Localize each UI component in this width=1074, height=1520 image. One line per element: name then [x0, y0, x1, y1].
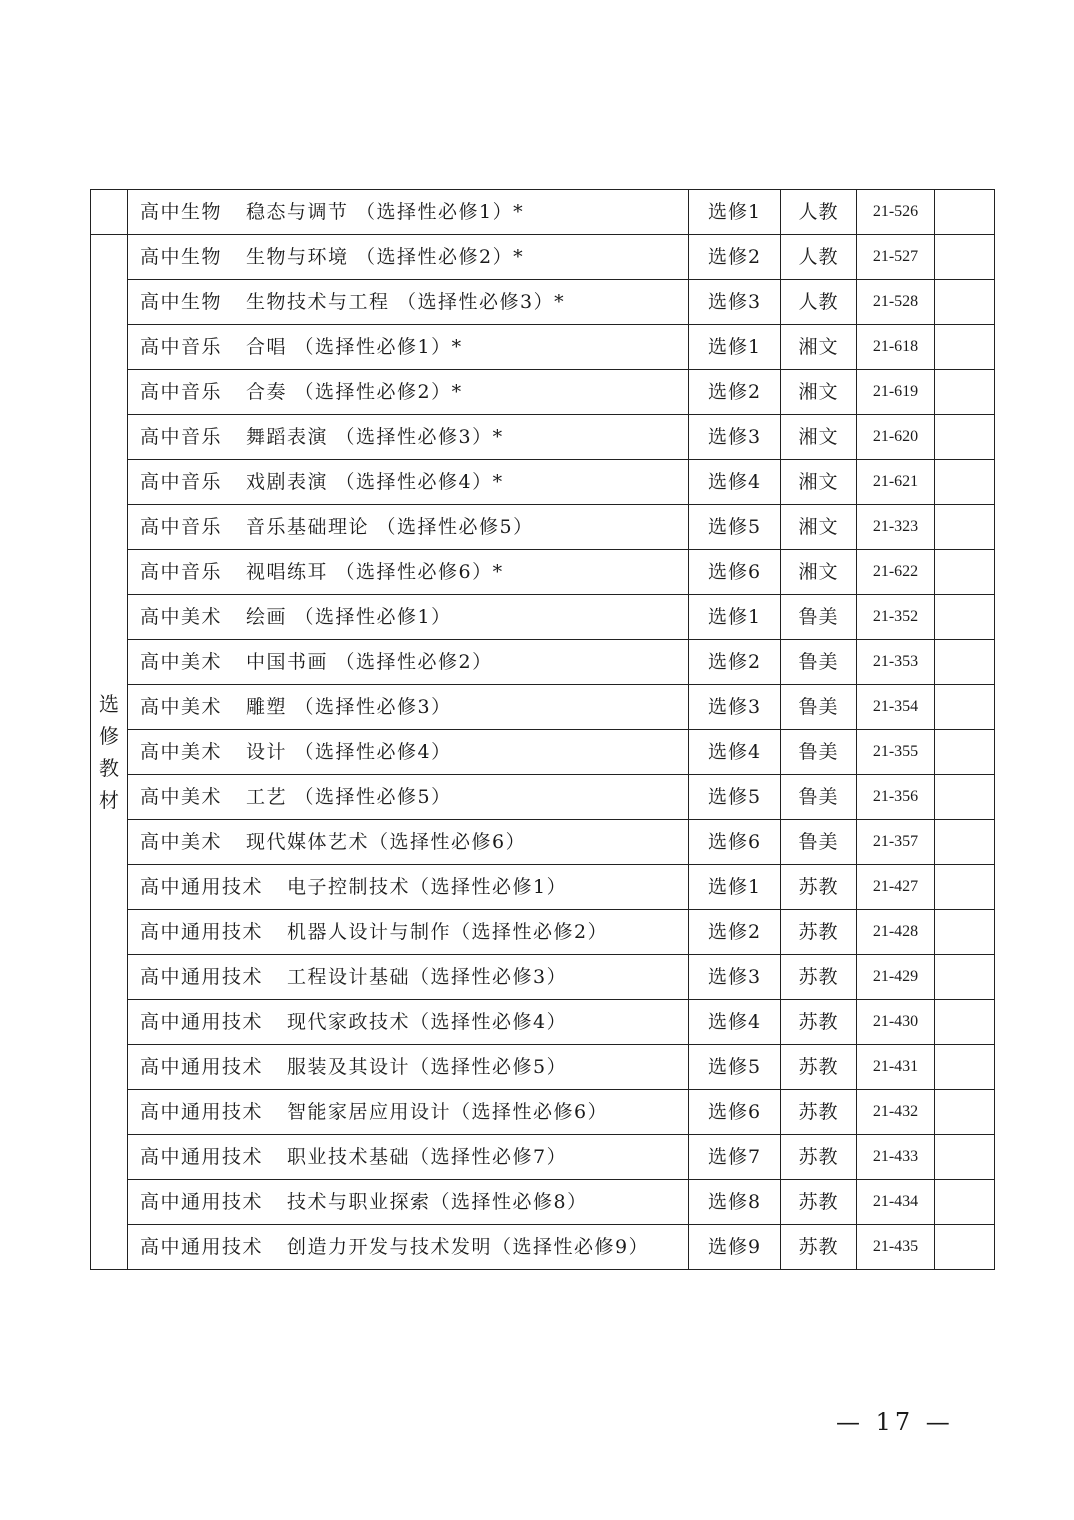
- textbook-title-cell: [128, 685, 689, 730]
- note-cell: [935, 370, 995, 415]
- subject-name: 高中生物: [140, 245, 223, 268]
- table-row: [91, 1225, 995, 1270]
- table-row: [91, 370, 995, 415]
- textbook-title-cell: [128, 595, 689, 640]
- publisher-cell: 湘文: [781, 370, 857, 415]
- textbook-title: 合奏 （选择性必修2）*: [246, 380, 463, 403]
- publisher-cell: 苏教: [781, 910, 857, 955]
- note-cell: [935, 1225, 995, 1270]
- note-cell: [935, 595, 995, 640]
- textbook-table: [90, 189, 995, 1270]
- subject-name: 高中美术: [140, 830, 223, 853]
- textbook-title-cell: [128, 415, 689, 460]
- textbook-title-cell: [128, 460, 689, 505]
- code-cell: 21-527: [857, 235, 935, 280]
- textbook-title: 舞蹈表演 （选择性必修3）*: [246, 425, 504, 448]
- textbook-title: 戏剧表演 （选择性必修4）*: [246, 470, 504, 493]
- code-cell: 21-434: [857, 1180, 935, 1225]
- publisher-cell: 湘文: [781, 415, 857, 460]
- code-cell: 21-622: [857, 550, 935, 595]
- note-cell: [935, 1090, 995, 1135]
- subject-name: 高中音乐: [140, 335, 223, 358]
- term-cell: 选修5: [689, 505, 781, 550]
- textbook-title: 稳态与调节 （选择性必修1）*: [246, 200, 525, 223]
- textbook-title: 现代家政技术（选择性必修4）: [287, 1010, 568, 1033]
- code-cell: 21-435: [857, 1225, 935, 1270]
- publisher-cell: 湘文: [781, 505, 857, 550]
- subject-name: 高中通用技术: [140, 875, 264, 898]
- subject-name: 高中音乐: [140, 470, 223, 493]
- subject-name: 高中音乐: [140, 560, 223, 583]
- term-cell: 选修8: [689, 1180, 781, 1225]
- textbook-title: 设计 （选择性必修4）: [246, 740, 452, 763]
- note-cell: [935, 325, 995, 370]
- term-cell: 选修4: [689, 460, 781, 505]
- publisher-cell: 湘文: [781, 550, 857, 595]
- table-row: [91, 640, 995, 685]
- term-cell: 选修6: [689, 1090, 781, 1135]
- textbook-title: 生物技术与工程 （选择性必修3）*: [246, 290, 566, 313]
- publisher-cell: 苏教: [781, 955, 857, 1000]
- code-cell: 21-429: [857, 955, 935, 1000]
- textbook-title-cell: [128, 1000, 689, 1045]
- term-cell: 选修7: [689, 1135, 781, 1180]
- note-cell: [935, 550, 995, 595]
- textbook-title-cell: [128, 865, 689, 910]
- code-cell: 21-357: [857, 820, 935, 865]
- textbook-title: 绘画 （选择性必修1）: [246, 605, 452, 628]
- textbook-title: 职业技术基础（选择性必修7）: [287, 1145, 568, 1168]
- code-cell: 21-431: [857, 1045, 935, 1090]
- textbook-title-cell: [128, 1225, 689, 1270]
- code-cell: 21-526: [857, 190, 935, 235]
- publisher-cell: 鲁美: [781, 820, 857, 865]
- term-cell: 选修9: [689, 1225, 781, 1270]
- table-row: [91, 595, 995, 640]
- code-cell: 21-356: [857, 775, 935, 820]
- note-cell: [935, 1000, 995, 1045]
- table-row: [91, 325, 995, 370]
- publisher-cell: 人教: [781, 235, 857, 280]
- textbook-title-cell: [128, 505, 689, 550]
- table-row: [91, 505, 995, 550]
- term-cell: 选修4: [689, 730, 781, 775]
- publisher-cell: 鲁美: [781, 640, 857, 685]
- publisher-cell: 苏教: [781, 865, 857, 910]
- textbook-title: 合唱 （选择性必修1）*: [246, 335, 463, 358]
- table-row: [91, 730, 995, 775]
- textbook-title-cell: [128, 820, 689, 865]
- code-cell: 21-428: [857, 910, 935, 955]
- term-cell: 选修3: [689, 955, 781, 1000]
- subject-name: 高中美术: [140, 650, 223, 673]
- note-cell: [935, 730, 995, 775]
- term-cell: 选修5: [689, 1045, 781, 1090]
- term-cell: 选修3: [689, 280, 781, 325]
- table-row: [91, 1000, 995, 1045]
- term-cell: 选修6: [689, 820, 781, 865]
- textbook-title: 创造力开发与技术发明（选择性必修9）: [287, 1235, 650, 1258]
- table-row: [91, 235, 995, 280]
- table-row: [91, 415, 995, 460]
- code-cell: 21-323: [857, 505, 935, 550]
- term-cell: 选修2: [689, 235, 781, 280]
- textbook-title-cell: [128, 190, 689, 235]
- code-cell: 21-354: [857, 685, 935, 730]
- code-cell: 21-619: [857, 370, 935, 415]
- subject-name: 高中通用技术: [140, 1100, 264, 1123]
- code-cell: 21-352: [857, 595, 935, 640]
- publisher-cell: 鲁美: [781, 775, 857, 820]
- textbook-title: 电子控制技术（选择性必修1）: [287, 875, 568, 898]
- code-cell: 21-618: [857, 325, 935, 370]
- textbook-title-cell: [128, 1090, 689, 1135]
- publisher-cell: 湘文: [781, 325, 857, 370]
- term-cell: 选修1: [689, 865, 781, 910]
- table-row: [91, 550, 995, 595]
- textbook-title-cell: [128, 550, 689, 595]
- term-cell: 选修6: [689, 550, 781, 595]
- term-cell: 选修2: [689, 370, 781, 415]
- code-cell: 21-620: [857, 415, 935, 460]
- code-cell: 21-353: [857, 640, 935, 685]
- term-cell: 选修3: [689, 415, 781, 460]
- textbook-title-cell: [128, 1135, 689, 1180]
- code-cell: 21-432: [857, 1090, 935, 1135]
- textbook-title: 机器人设计与制作（选择性必修2）: [287, 920, 609, 943]
- note-cell: [935, 685, 995, 730]
- term-cell: 选修4: [689, 1000, 781, 1045]
- publisher-cell: 苏教: [781, 1045, 857, 1090]
- textbook-title: 技术与职业探索（选择性必修8）: [287, 1190, 588, 1213]
- textbook-title-cell: [128, 325, 689, 370]
- subject-name: 高中美术: [140, 785, 223, 808]
- publisher-cell: 鲁美: [781, 730, 857, 775]
- term-cell: 选修1: [689, 190, 781, 235]
- table-body: [91, 190, 995, 1270]
- publisher-cell: 人教: [781, 280, 857, 325]
- table-row: [91, 280, 995, 325]
- textbook-title-cell: [128, 1045, 689, 1090]
- code-cell: 21-430: [857, 1000, 935, 1045]
- subject-name: 高中通用技术: [140, 965, 264, 988]
- note-cell: [935, 865, 995, 910]
- subject-name: 高中生物: [140, 290, 223, 313]
- table-row: [91, 910, 995, 955]
- publisher-cell: 湘文: [781, 460, 857, 505]
- table-row: [91, 955, 995, 1000]
- note-cell: [935, 910, 995, 955]
- textbook-title: 音乐基础理论 （选择性必修5）: [246, 515, 534, 538]
- subject-name: 高中通用技术: [140, 1190, 264, 1213]
- code-cell: 21-621: [857, 460, 935, 505]
- subject-name: 高中通用技术: [140, 1055, 264, 1078]
- subject-name: 高中通用技术: [140, 1235, 264, 1258]
- term-cell: 选修1: [689, 595, 781, 640]
- subject-name: 高中音乐: [140, 425, 223, 448]
- textbook-title: 工艺 （选择性必修5）: [246, 785, 452, 808]
- subject-name: 高中美术: [140, 740, 223, 763]
- note-cell: [935, 1045, 995, 1090]
- note-cell: [935, 1135, 995, 1180]
- note-cell: [935, 190, 995, 235]
- publisher-cell: 苏教: [781, 1225, 857, 1270]
- subject-name: 高中美术: [140, 605, 223, 628]
- textbook-title: 服装及其设计（选择性必修5）: [287, 1055, 568, 1078]
- code-cell: 21-433: [857, 1135, 935, 1180]
- category-cell-empty: [91, 190, 128, 235]
- textbook-title: 雕塑 （选择性必修3）: [246, 695, 452, 718]
- table-row: [91, 1045, 995, 1090]
- table-row: [91, 1090, 995, 1135]
- subject-name: 高中生物: [140, 200, 223, 223]
- note-cell: [935, 820, 995, 865]
- publisher-cell: 苏教: [781, 1180, 857, 1225]
- category-label: 选修教材: [99, 692, 119, 812]
- table-row: [91, 460, 995, 505]
- table-row: [91, 190, 995, 235]
- publisher-cell: 鲁美: [781, 685, 857, 730]
- term-cell: 选修2: [689, 640, 781, 685]
- textbook-title: 视唱练耳 （选择性必修6）*: [246, 560, 504, 583]
- publisher-cell: 苏教: [781, 1000, 857, 1045]
- note-cell: [935, 280, 995, 325]
- term-cell: 选修3: [689, 685, 781, 730]
- subject-name: 高中美术: [140, 695, 223, 718]
- note-cell: [935, 235, 995, 280]
- publisher-cell: 苏教: [781, 1090, 857, 1135]
- textbook-title-cell: [128, 1180, 689, 1225]
- note-cell: [935, 505, 995, 550]
- note-cell: [935, 1180, 995, 1225]
- textbook-title-cell: [128, 730, 689, 775]
- textbook-title: 智能家居应用设计（选择性必修6）: [287, 1100, 609, 1123]
- code-cell: 21-427: [857, 865, 935, 910]
- note-cell: [935, 460, 995, 505]
- table-row: [91, 685, 995, 730]
- textbook-title: 工程设计基础（选择性必修3）: [287, 965, 568, 988]
- textbook-title-cell: [128, 235, 689, 280]
- code-cell: 21-355: [857, 730, 935, 775]
- page-number: — 17 —: [836, 1408, 954, 1436]
- subject-name: 高中通用技术: [140, 920, 264, 943]
- term-cell: 选修2: [689, 910, 781, 955]
- textbook-title: 生物与环境 （选择性必修2）*: [246, 245, 525, 268]
- textbook-title-cell: [128, 280, 689, 325]
- term-cell: 选修5: [689, 775, 781, 820]
- publisher-cell: 鲁美: [781, 595, 857, 640]
- table-row: [91, 865, 995, 910]
- note-cell: [935, 955, 995, 1000]
- textbook-title-cell: [128, 910, 689, 955]
- textbook-title-cell: [128, 955, 689, 1000]
- subject-name: 高中通用技术: [140, 1145, 264, 1168]
- textbook-title-cell: [128, 370, 689, 415]
- textbook-title-cell: [128, 640, 689, 685]
- textbook-title: 现代媒体艺术（选择性必修6）: [246, 830, 527, 853]
- textbook-title: 中国书画 （选择性必修2）: [246, 650, 493, 673]
- table-row: [91, 775, 995, 820]
- table-row: [91, 820, 995, 865]
- code-cell: 21-528: [857, 280, 935, 325]
- textbook-title-cell: [128, 775, 689, 820]
- note-cell: [935, 775, 995, 820]
- publisher-cell: 人教: [781, 190, 857, 235]
- term-cell: 选修1: [689, 325, 781, 370]
- table-row: [91, 1135, 995, 1180]
- note-cell: [935, 640, 995, 685]
- category-cell: [91, 235, 128, 1270]
- subject-name: 高中音乐: [140, 515, 223, 538]
- subject-name: 高中音乐: [140, 380, 223, 403]
- publisher-cell: 苏教: [781, 1135, 857, 1180]
- subject-name: 高中通用技术: [140, 1010, 264, 1033]
- note-cell: [935, 415, 995, 460]
- table-row: [91, 1180, 995, 1225]
